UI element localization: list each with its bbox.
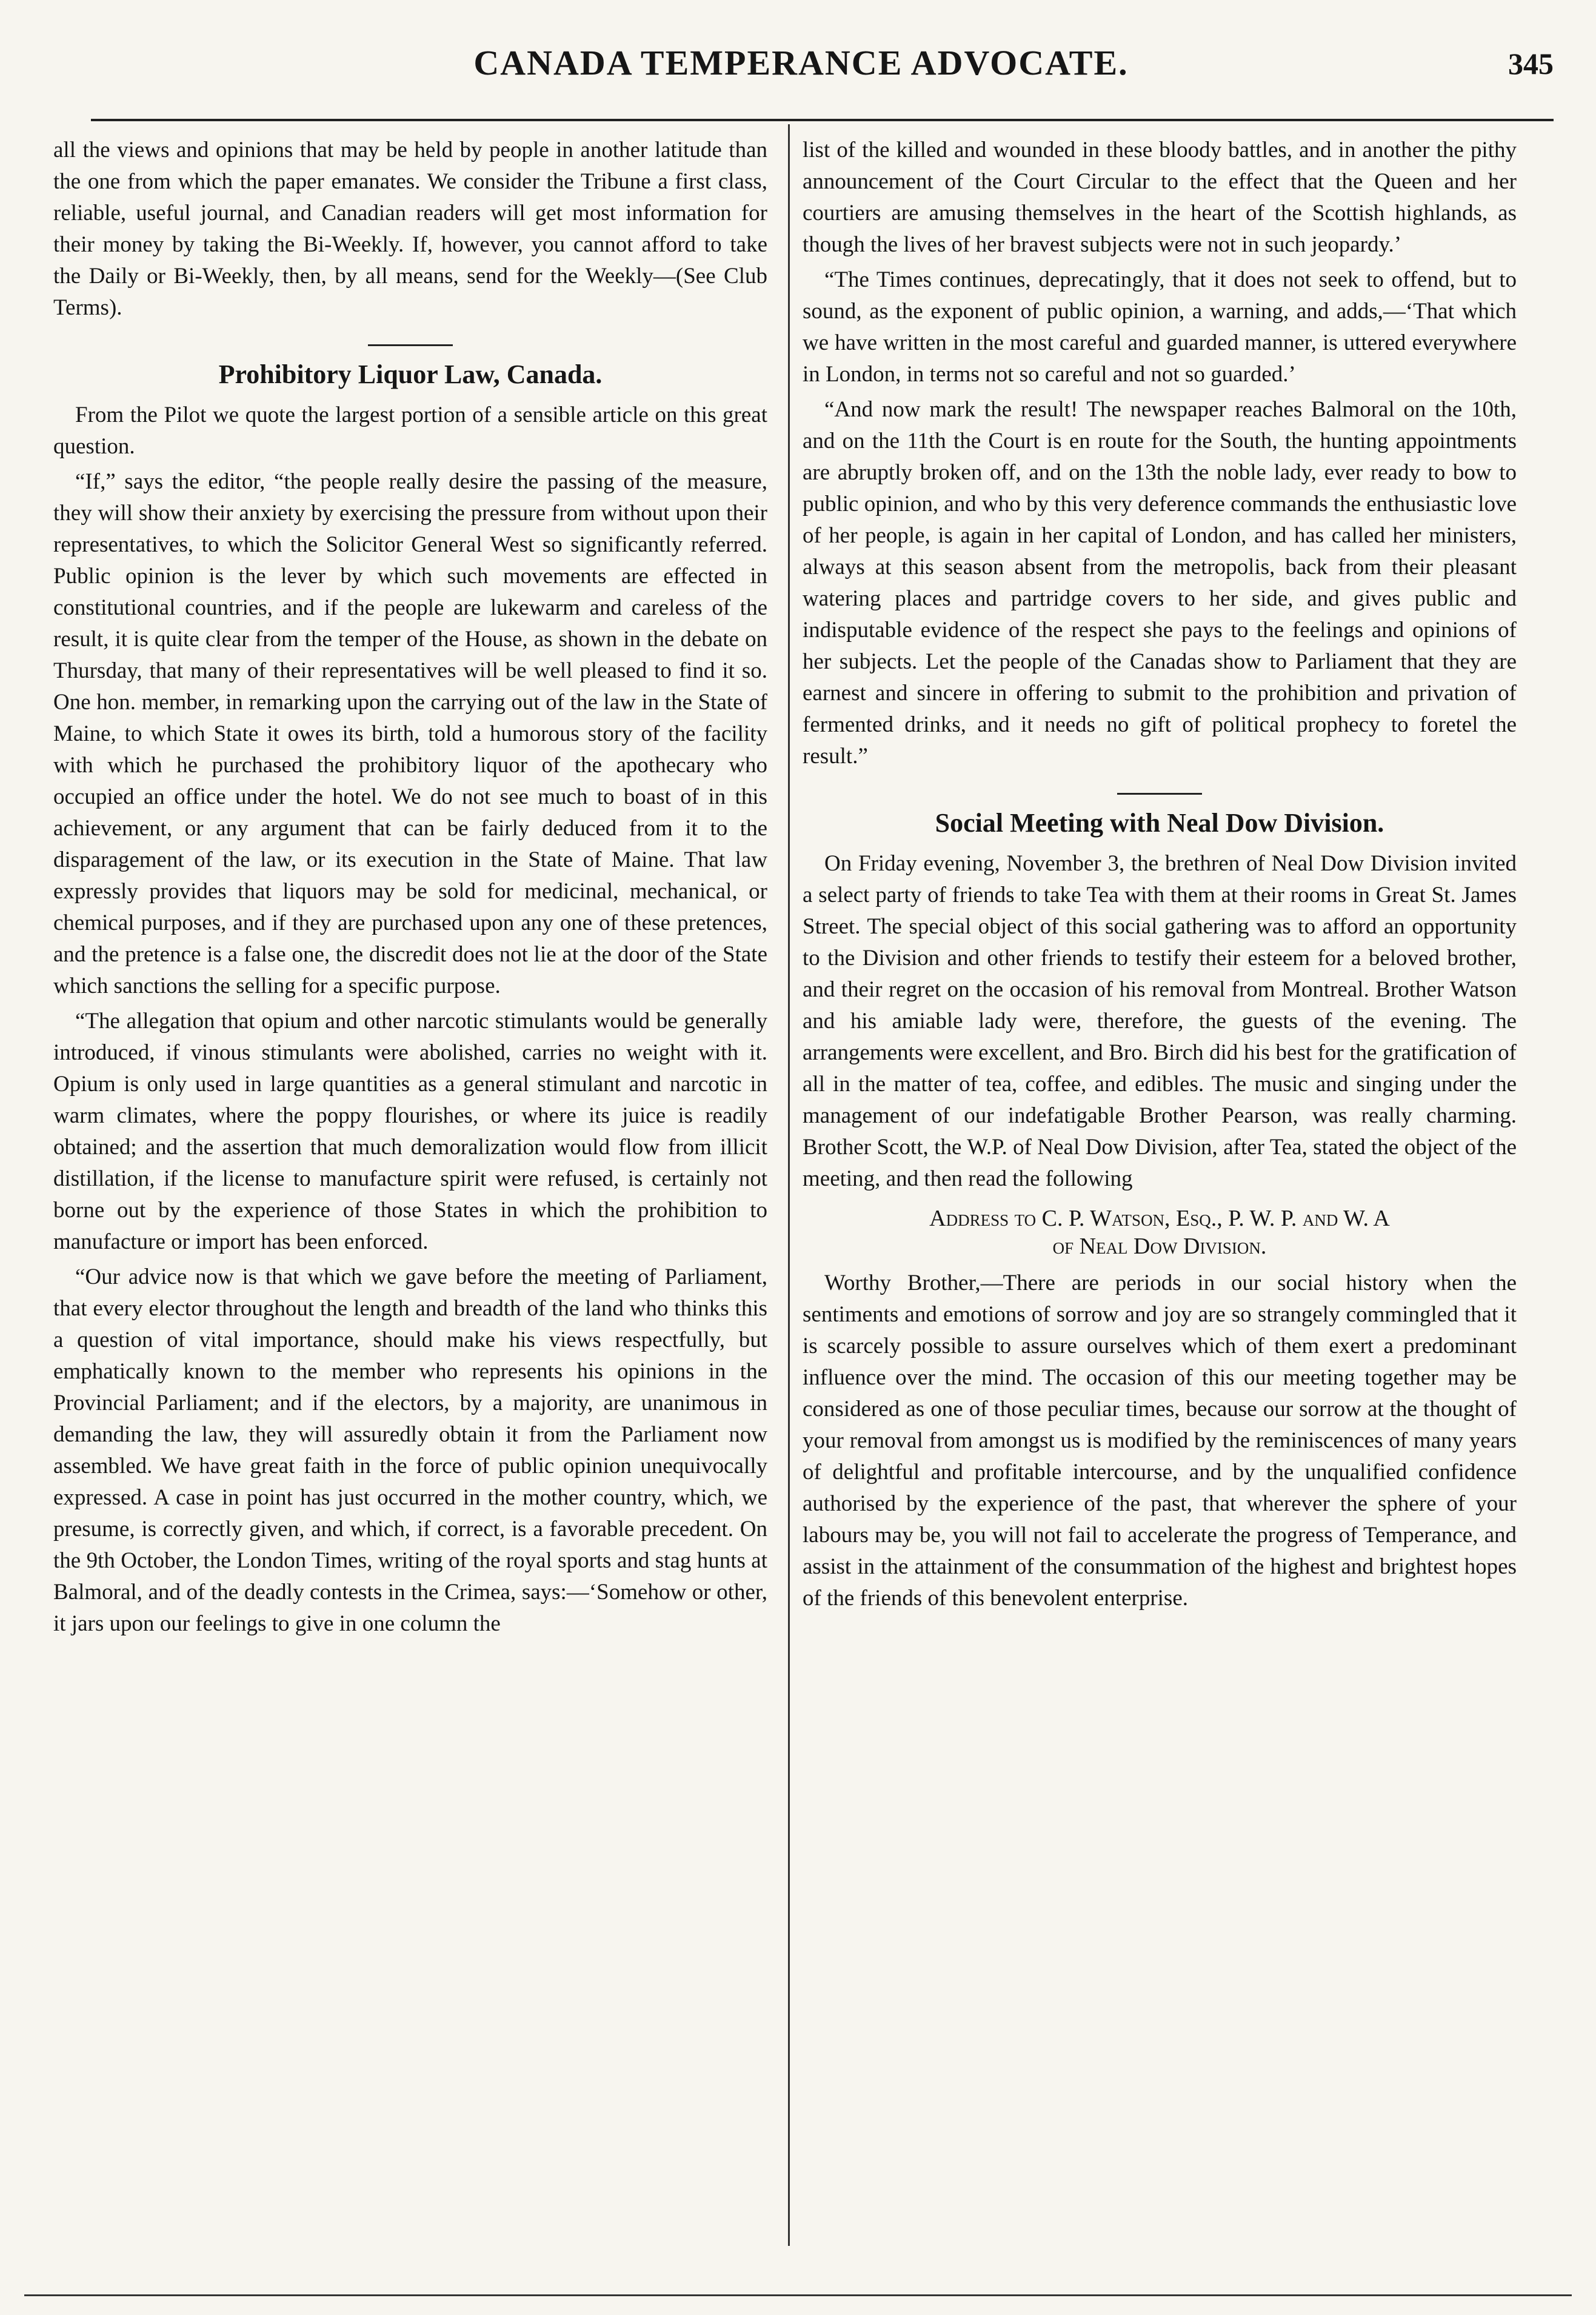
right-column <box>803 135 1517 2238</box>
column-divider <box>788 124 790 2246</box>
article-paragraph: “The Times continues, deprecatingly, that it does not seek to offend, but to sound, as the exponent of public opinion, a warning, and adds,—‘That which we have written in the most careful and guarded manner, is uttered everywhere in London, in terms not so careful and not so guarded.’ <box>803 267 1517 387</box>
masthead <box>48 38 1554 104</box>
article-paragraph: “The allegation that opium and other narcotic stimulants would be generally introduced, if vinous stimulants were abolished, carries no weight with it. Opium is only used in large quantities as a general stimulant and narcotic in warm climates, where the poppy flourishes, or where its juice is readily obtained; and the assertion that much demoralization would flow from illicit distillation, if the license to manufacture spirit were refused, is certainly not borne out by the experience of those States in which the prohibition to manufacture or import has been enforced. <box>53 1009 767 1254</box>
meeting-paragraph: On Friday evening, November 3, the brethren of Neal Dow Division invited a select party of friends to take Tea with them at their rooms in Great St. James Street. The special object of this social gathering was to afford an opportunity to the Division and other friends to testify their esteem for a beloved brother, and their regret on the occasion of his removal from Montreal. Brother Watson and his amiable lady were, therefore, the guests of the evening. The arrangements were excellent, and Bro. Birch did his best for the gratification of all in the matter of tea, coffee, and edibles. The music and singing under the management of our indefatigable Brother Pearson, was really charming. Brother Scott, the W.P. of Neal Dow Division, after Tea, stated the object of the meeting, and then read the following <box>803 851 1517 1191</box>
article-paragraph: “And now mark the result! The newspaper reaches Balmoral on the 10th, and on the 11th the Court is en route for the South, the hunting appointments are abruptly broken off, and on the 13th the noble lady, ever ready to bow to public opinion, and who by this very deference commands the enthusiastic love of her people, is again in her capital of London, and has called her ministers, always at this season absent from the metropolis, back from their pleasant watering places and partridge covers to her side, and gives public and indisputable evidence of the respect she pays to the feelings and opinions of her subjects. Let the people of the Canadas show to Parliament that they are earnest and sincere in offering to submit to the prohibition and privation of fermented drinks, and it needs no gift of political prophecy to foretel the result.” <box>803 397 1517 769</box>
article-heading-social-meeting: Social Meeting with Neal Dow Division. <box>935 808 1384 838</box>
publication-title: CANADA TEMPERANCE ADVOCATE. <box>473 43 1129 82</box>
header-rule <box>91 119 1554 121</box>
section-separator <box>368 344 453 346</box>
continuation-paragraph: list of the killed and wounded in these bloody battles, and in another the pithy announcement of the Court Circular to the effect that the Queen and her courtiers are amusing themselves in the heart of the Scottish highlands, as though the lives of her bravest subjects were not in such jeopardy.’ <box>803 138 1517 257</box>
article-paragraph: “If,” says the editor, “the people really desire the passing of the measure, they will show their anxiety by exercising the pressure from without upon their representatives, to which the Solicitor General West so significantly referred. Public opinion is the lever by which such movements are effected in constitutional countries, and if the people are lukewarm and careless of the result, it is quite clear from the temper of the House, as shown in the debate on Thursday, that many of their representatives will be well pleased to find it so. One hon. member, in remarking upon the carrying out of the law in the State of Maine, to which State it owes its birth, told a humorous story of the facility with which he purchased the prohibitory liquor of the apothecary who occupied an office under the hotel. We do not see much to boast of in this achievement, or any argument that can be fairly deduced from it to the disparagement of the law, or its execution in the State of Maine. That law expressly provides that liquors may be sold for medicinal, mechanical, or chemical purposes, and if they are purchased upon any one of these pretences, and the pretence is a false one, the discredit does not lie at the door of the State which sanctions the selling for a specific purpose. <box>53 469 767 998</box>
article-paragraph: “Our advice now is that which we gave before the meeting of Parliament, that every elector throughout the length and breadth of the land who thinks this a question of vital importance, should make his views respectfully, but emphatically known to the member who represents his opinions in the Provincial Parliament; and if the electors, by a majority, are unanimous in demanding the law, they will assuredly obtain it from the Parliament now assembled. We have great faith in the force of public opinion unequivocally expressed. A case in point has just occurred in the mother country, which, we presume, is correctly given, and which, if correct, is a favorable precedent. On the 9th October, the London Times, writing of the royal sports and stag hunts at Balmoral, and of the deadly contests in the Crimea, says:—‘Somehow or other, it jars upon our feelings to give in one column the <box>53 1264 767 1636</box>
article-paragraph: From the Pilot we quote the largest portion of a sensible article on this great question. <box>53 403 767 459</box>
address-heading-line2: of Neal Dow Division. <box>1052 1234 1267 1259</box>
left-column <box>53 135 767 2238</box>
section-separator <box>1117 793 1202 795</box>
address-paragraph: Worthy Brother,—There are periods in our social history when the sentiments and emotions of sorrow and joy are so strangely commingled that it is scarcely possible to assure ourselves which of them exert a predominant influence over the mind. The occasion of this our meeting together may be considered as one of those peculiar times, because our sorrow at the thought of your removal from amongst us is modified by the reminiscences of many years of delightful and profitable intercourse, and by the unqualified confidence authorised by the experience of the past, that wherever the sphere of your labours may be, you will not fail to accelerate the progress of Temperance, and assist in the attainment of the consummation of the highest and brightest hopes of the friends of this benevolent enterprise. <box>803 1271 1517 1611</box>
page-number: 345 <box>1508 47 1554 81</box>
address-heading <box>803 1204 1517 1260</box>
footer-rule <box>24 2294 1572 2296</box>
address-heading-line1: Address to C. P. Watson, Esq., P. W. P. and W. A <box>929 1206 1390 1231</box>
intro-paragraph: all the views and opinions that may be held by people in another latitude than the one from which the paper emanates. We consider the Tribune a first class, reliable, useful journal, and Canadian readers will get most information for their money by taking the Bi-Weekly. If, however, you cannot afford to take the Daily or Bi-Weekly, then, by all means, send for the Weekly—(See Club Terms). <box>53 138 767 320</box>
article-heading-liquor-law: Prohibitory Liquor Law, Canada. <box>218 359 603 389</box>
